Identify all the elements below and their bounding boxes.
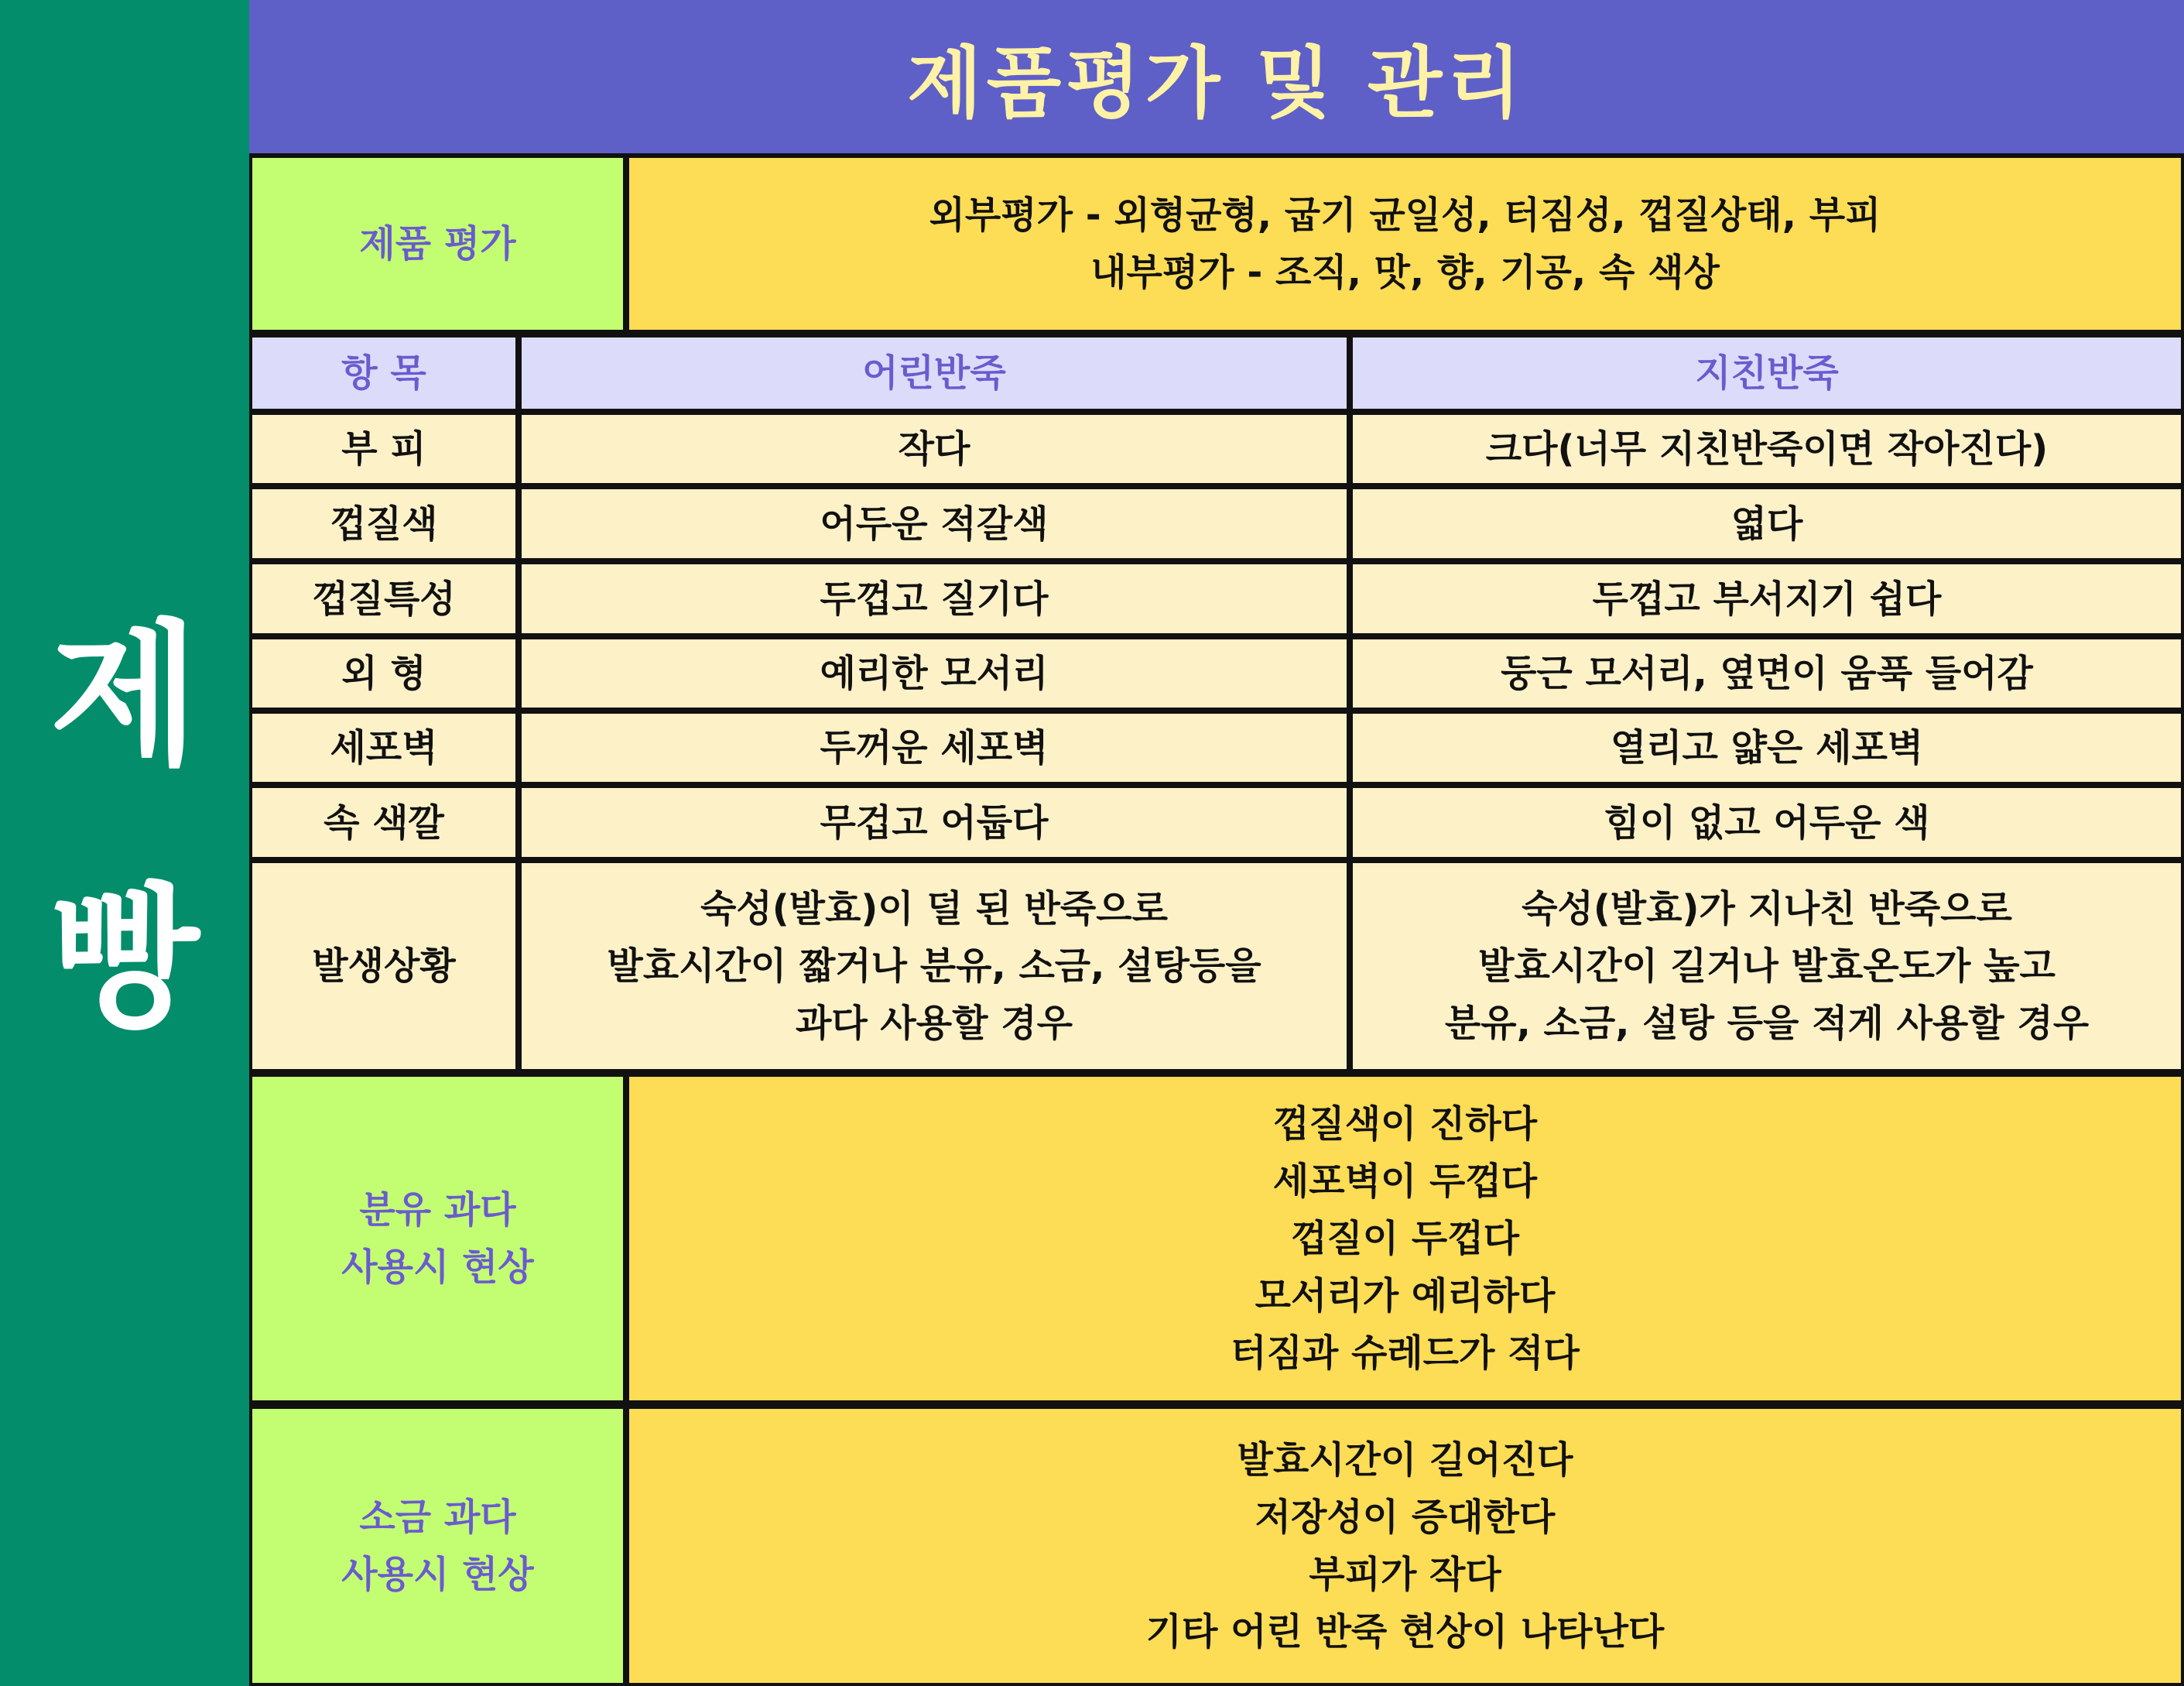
side-title-band <box>0 0 249 1686</box>
row-young: 어두운 적갈색 <box>522 489 1347 558</box>
row-item: 속 색깔 <box>252 788 515 857</box>
table-header-old: 지친반죽 <box>1353 338 2181 409</box>
salt-excess-text: 발효시간이 길어진다 저장성이 증대한다 부피가 작다 기타 어린 반죽 현상이 나타난다 <box>629 1409 2181 1683</box>
evaluation-sheet <box>249 153 2184 1686</box>
row-item: 껍질특성 <box>252 564 515 633</box>
row-young: 작다 <box>522 415 1347 483</box>
page-title: 제품평가 및 관리 <box>907 38 1526 129</box>
page-header <box>249 0 2184 153</box>
row-old: 엷다 <box>1353 489 2181 558</box>
row-young: 무겁고 어둡다 <box>522 788 1347 857</box>
row-young: 예리한 모서리 <box>522 639 1347 708</box>
evaluation-label: 제품 평가 <box>252 158 623 330</box>
row-old: 열리고 얇은 세포벽 <box>1353 714 2181 782</box>
row-item: 발생상황 <box>252 863 515 1069</box>
salt-excess-label: 소금 과다 사용시 현상 <box>252 1409 623 1683</box>
row-old: 힘이 없고 어두운 색 <box>1353 788 2181 857</box>
row-item: 부 피 <box>252 415 515 483</box>
evaluation-text: 외부평가 - 외형균형, 굽기 균일성, 터짐성, 껍질상태, 부피 내부평가 - 조직, 맛, 향, 기공, 속 색상 <box>629 158 2181 330</box>
row-item: 껍질색 <box>252 489 515 558</box>
table-header-item: 항 목 <box>252 338 515 409</box>
row-item: 세포벽 <box>252 714 515 782</box>
row-old: 숙성(발효)가 지나친 반죽으로 발효시간이 길거나 발효온도가 높고 분유, 소금, 설탕 등을 적게 사용할 경우 <box>1353 863 2181 1069</box>
row-old: 둥근 모서리, 옆면이 움푹 들어감 <box>1353 639 2181 708</box>
row-old: 두껍고 부서지기 쉽다 <box>1353 564 2181 633</box>
milk-excess-label: 분유 과다 사용시 현상 <box>252 1077 623 1400</box>
row-old: 크다(너무 지친반죽이면 작아진다) <box>1353 415 2181 483</box>
milk-excess-text: 껍질색이 진하다 세포벽이 두껍다 껍질이 두껍다 모서리가 예리하다 터짐과 슈레드가 적다 <box>629 1077 2181 1400</box>
row-young: 두꺼운 세포벽 <box>522 714 1347 782</box>
row-item: 외 형 <box>252 639 515 708</box>
row-young: 두껍고 질기다 <box>522 564 1347 633</box>
side-title-char-1: 제 <box>50 606 200 786</box>
row-young: 숙성(발효)이 덜 된 반죽으로 발효시간이 짧거나 분유, 소금, 설탕등을 과다 사용할 경우 <box>522 863 1347 1069</box>
side-title-char-2: 빵 <box>50 869 200 1050</box>
table-header-young: 어린반죽 <box>522 338 1347 409</box>
